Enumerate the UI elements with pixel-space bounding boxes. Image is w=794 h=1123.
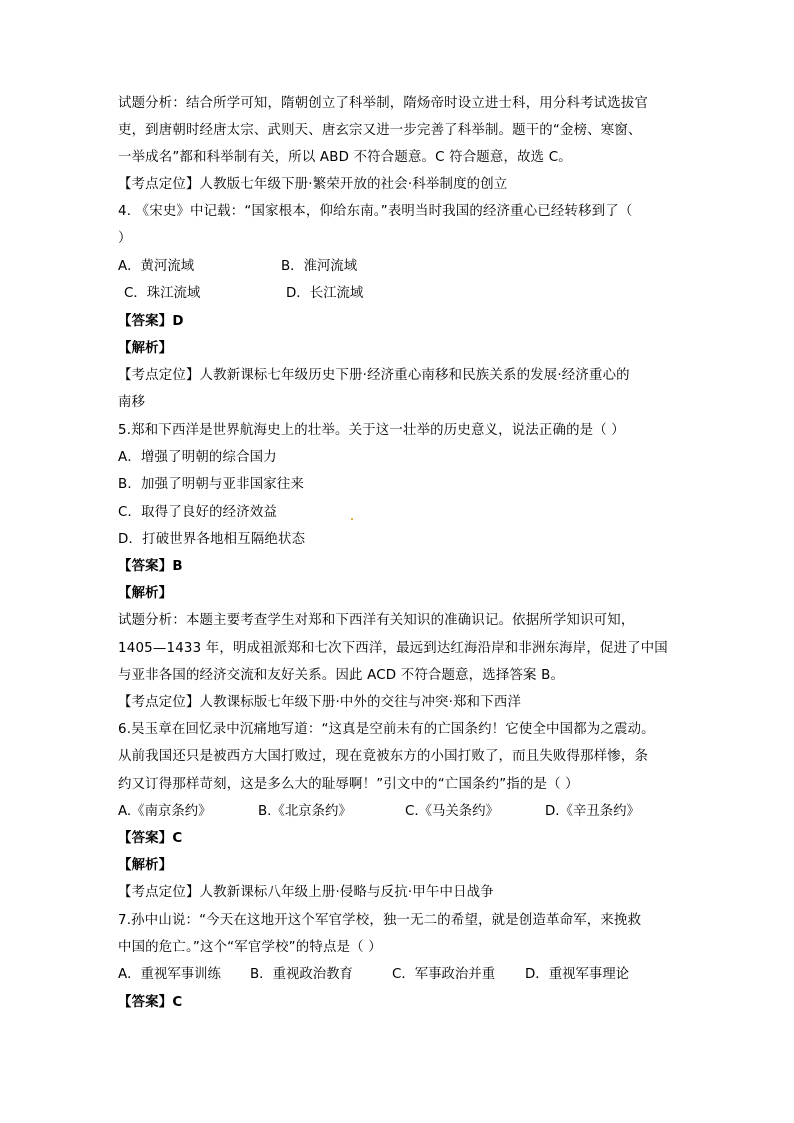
q7-option-d: D．重视军事理论 [525,967,630,982]
q4-answer: 【答案】D [118,314,184,329]
analysis-line-3: 一举成名”都和科举制有关，所以 ABD 不符合题意。C 符合题意，故选 C。 [118,150,572,165]
q4-option-b: B．淮河流域 [281,259,358,274]
q4-option-c: C．珠江流域 [124,286,201,301]
q6-answer: 【答案】C [118,831,183,846]
q6-kaodian: 【考点定位】人教新课标八年级上册·侵略与反抗·甲午中日战争 [118,885,494,900]
question-6-line-3: 约又订得那样苛刻，这是多么大的耻辱啊！”引文中的“亡国条约”指的是（ ） [118,777,579,792]
q4-option-a: A．黄河流域 [118,259,195,274]
q4-option-d: D．长江流域 [286,286,364,301]
q7-answer: 【答案】C [118,995,183,1010]
q5-option-a: A．增强了明朝的综合国力 [118,450,277,465]
q6-option-d: D.《辛丑条约》 [545,804,640,819]
q6-option-c: C.《马关条约》 [405,804,499,819]
kaodian-q3: 【考点定位】人教版七年级下册·繁荣开放的社会·科举制度的创立 [118,177,508,192]
q4-kaodian-line-2: 南移 [118,395,146,410]
analysis-line-1: 试题分析：结合所学可知，隋朝创立了科举制，隋炀帝时设立进士科，用分科考试选拔官 [118,96,649,111]
question-7-line-2: 中国的危亡。”这个“军官学校”的特点是（ ） [118,940,382,955]
analysis-line-2: 吏，到唐朝时经唐太宗、武则天、唐玄宗又进一步完善了科举制。题干的“金榜、寒窗、 [118,123,642,138]
q5-explanation-line-1: 试题分析：本题主要考查学生对郑和下西洋有关知识的准确识记。依据所学知识可知， [118,613,635,628]
q5-answer: 【答案】B [118,559,183,574]
q5-explanation-line-3: 与亚非各国的经济交流和友好关系。因此 ACD 不符合题意，选择答案 B。 [118,668,565,683]
q5-explanation-line-2: 1405—1433 年，明成祖派郑和七次下西洋，最远到达红海沿岸和非洲东海岸，促进了中国 [118,641,668,656]
question-4-stem: 4. 《宋史》中记载：“国家根本，仰给东南。”表明当时我国的经济重心已经转移到了（ [118,204,633,219]
q6-option-b: B.《北京条约》 [258,804,352,819]
q5-analysis-heading: 【解析】 [118,586,173,601]
question-6-line-2: 从前我国还只是被西方大国打败过，现在竟被东方的小国打败了，而且失败得那样惨，条 [118,749,649,764]
question-6-line-1: 6.吴玉章在回忆录中沉痛地写道：“这真是空前未有的亡国条约！它使全中国都为之震动。 [118,722,655,737]
q7-option-b: B．重视政治教育 [250,967,353,982]
q6-analysis-heading: 【解析】 [118,858,173,873]
q5-option-c: C．取得了良好的经济效益 [118,505,278,520]
stray-mark [351,518,353,520]
q4-analysis-heading: 【解析】 [118,341,173,356]
q7-option-a: A．重视军事训练 [118,967,221,982]
question-7-line-1: 7.孙中山说：“今天在这地开这个军官学校，独一无二的希望，就是创造革命军，来挽救 [118,913,642,928]
question-4-stem-cont: ） [118,231,132,246]
q7-option-c: C．军事政治并重 [392,967,496,982]
q5-option-d: D．打破世界各地相互隔绝状态 [118,532,306,547]
q4-kaodian-line-1: 【考点定位】人教新课标七年级历史下册·经济重心南移和民族关系的发展·经济重心的 [118,368,630,383]
q5-option-b: B．加强了明朝与亚非国家往来 [118,477,305,492]
question-5-stem: 5.郑和下西洋是世界航海史上的壮举。关于这一壮举的历史意义，说法正确的是（ ） [118,423,625,438]
q6-option-a: A.《南京条约》 [118,804,212,819]
q5-kaodian: 【考点定位】人教课标版七年级下册·中外的交往与冲突·郑和下西洋 [118,695,522,710]
